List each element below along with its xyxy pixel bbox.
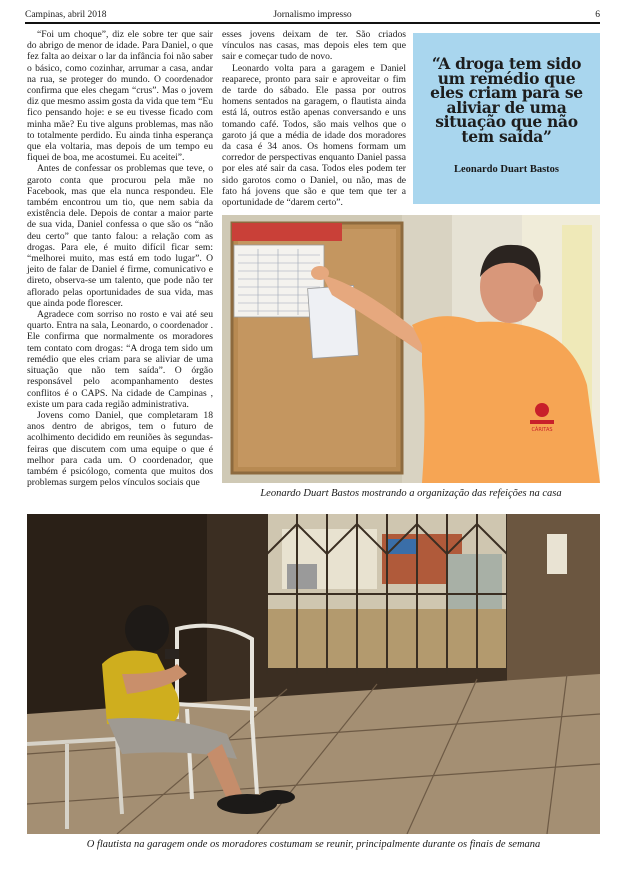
photo-caption-1: Leonardo Duart Bastos mostrando a organização das refeições na casa bbox=[260, 488, 562, 499]
paragraph: Antes de confessar os problemas que teve, o garoto conta que procurou pela mãe no Facebook, mas que ela nunca respondeu. Ele também encontrou um tio, que nem sabia da existência dele. Depois de contar a maior parte de sua vida, Daniel confessa o que são os “não deu certo” que tanto falou: a relação com as drogas. Para ele, é muito difícil ficar sem: “melhorei muito, mas está em todo lugar”. O jeito de falar de Daniel é firme, comunicativo e direto, observa-se um talento, que pode não ter aflorado pelas oportunidades de sua vida, mas que ainda pode florescer. bbox=[27, 163, 213, 309]
pull-quote-author: Leonardo Duart Bastos bbox=[453, 164, 559, 175]
article-column-1 bbox=[27, 29, 213, 501]
paragraph: esses jovens deixam de ter. São criados vínculos nas casas, mas depois eles tem que sair e começar tudo de novo. bbox=[222, 29, 406, 63]
paragraph: Agradece com sorriso no rosto e vai até seu quarto. Entra na sala, Leonardo, o coordenador . Ele confirma que normalmente os moradores tem contato com drogas: “A droga tem sido um remédio que eles criam para se aliviar de uma situação que não tem saída”. O órgão responsável pelo acompanhamento destes conflitos é o CAPS. Na cidade de Campinas , existe um para cada região administrativa. bbox=[27, 309, 213, 410]
photo-caption-2: O flautista na garagem onde os moradores costumam se reunir, principalmente durante os finais de semana bbox=[86, 839, 541, 850]
pull-quote-text: “A droga tem sido um remédio que eles criam para se aliviar de uma situação que não tem saída” bbox=[430, 54, 583, 146]
header-location-date: Campinas, abril 2018 bbox=[25, 10, 107, 20]
header-section: Jornalismo impresso bbox=[273, 10, 352, 20]
article-column-2 bbox=[222, 29, 406, 215]
photo-coordinator-corkboard bbox=[222, 215, 600, 483]
header-rule bbox=[25, 22, 600, 24]
paragraph: Leonardo volta para a garagem e Daniel reaparece, pronto para sair e aproveitar o fim de tarde do sábado. Ele passa por outros homens sentados na garagem, o flautista ainda está lá, outros estão apenas conversando e uns tomando café. Todos, são mais velhos que o garoto já que a média de idade dos moradores da casa é 34 anos. Os homens formam um corredor de perspectivas enquanto Daniel passa por eles até sair da casa. Todos eles podem ter sido garotos como o Daniel, ou não, mas de fato há jovens que são e que tem que ter a oportunidade de “darem certo”. bbox=[222, 62, 406, 209]
paragraph: “Foi um choque”, diz ele sobre ter que sair do abrigo de menor de idade. Para Daniel, o que fez falta ao deixar o lar da infância foi não saber o básico, como cozinhar, arrumar a casa, andar na rua, se proteger do mundo. O coordenador confirma que eles chegam “crus”. Mas o jovem diz que mesmo assim gosta da vida que tem “Eu fico pensando hoje: e se eu tivesse ficado com minha mãe? Eu tive alguns problemas, mas não to totalmente perdido. Eu ainda tinha esperança que ela voltaria, mas depois de um tempo eu fiquei de boa, me acostumei. Eu aceitei”. bbox=[27, 29, 213, 164]
page-header bbox=[25, 8, 600, 22]
photo-flautist-garage bbox=[27, 514, 600, 834]
paragraph: Jovens como Daniel, que completaram 18 anos dentro de abrigos, tem o futuro de acolhimento decidido em reuniões às segundas-feiras que discutem com uma equipe o que é melhor para cada um. O coordenador, que também é psicólogo, comenta que muitos dos problemas surgem pelos vínculos sociais que bbox=[27, 409, 213, 489]
pull-quote-box bbox=[413, 33, 600, 204]
caritas-logo: CÁRITAS bbox=[531, 427, 553, 433]
page-number: 6 bbox=[595, 10, 600, 20]
